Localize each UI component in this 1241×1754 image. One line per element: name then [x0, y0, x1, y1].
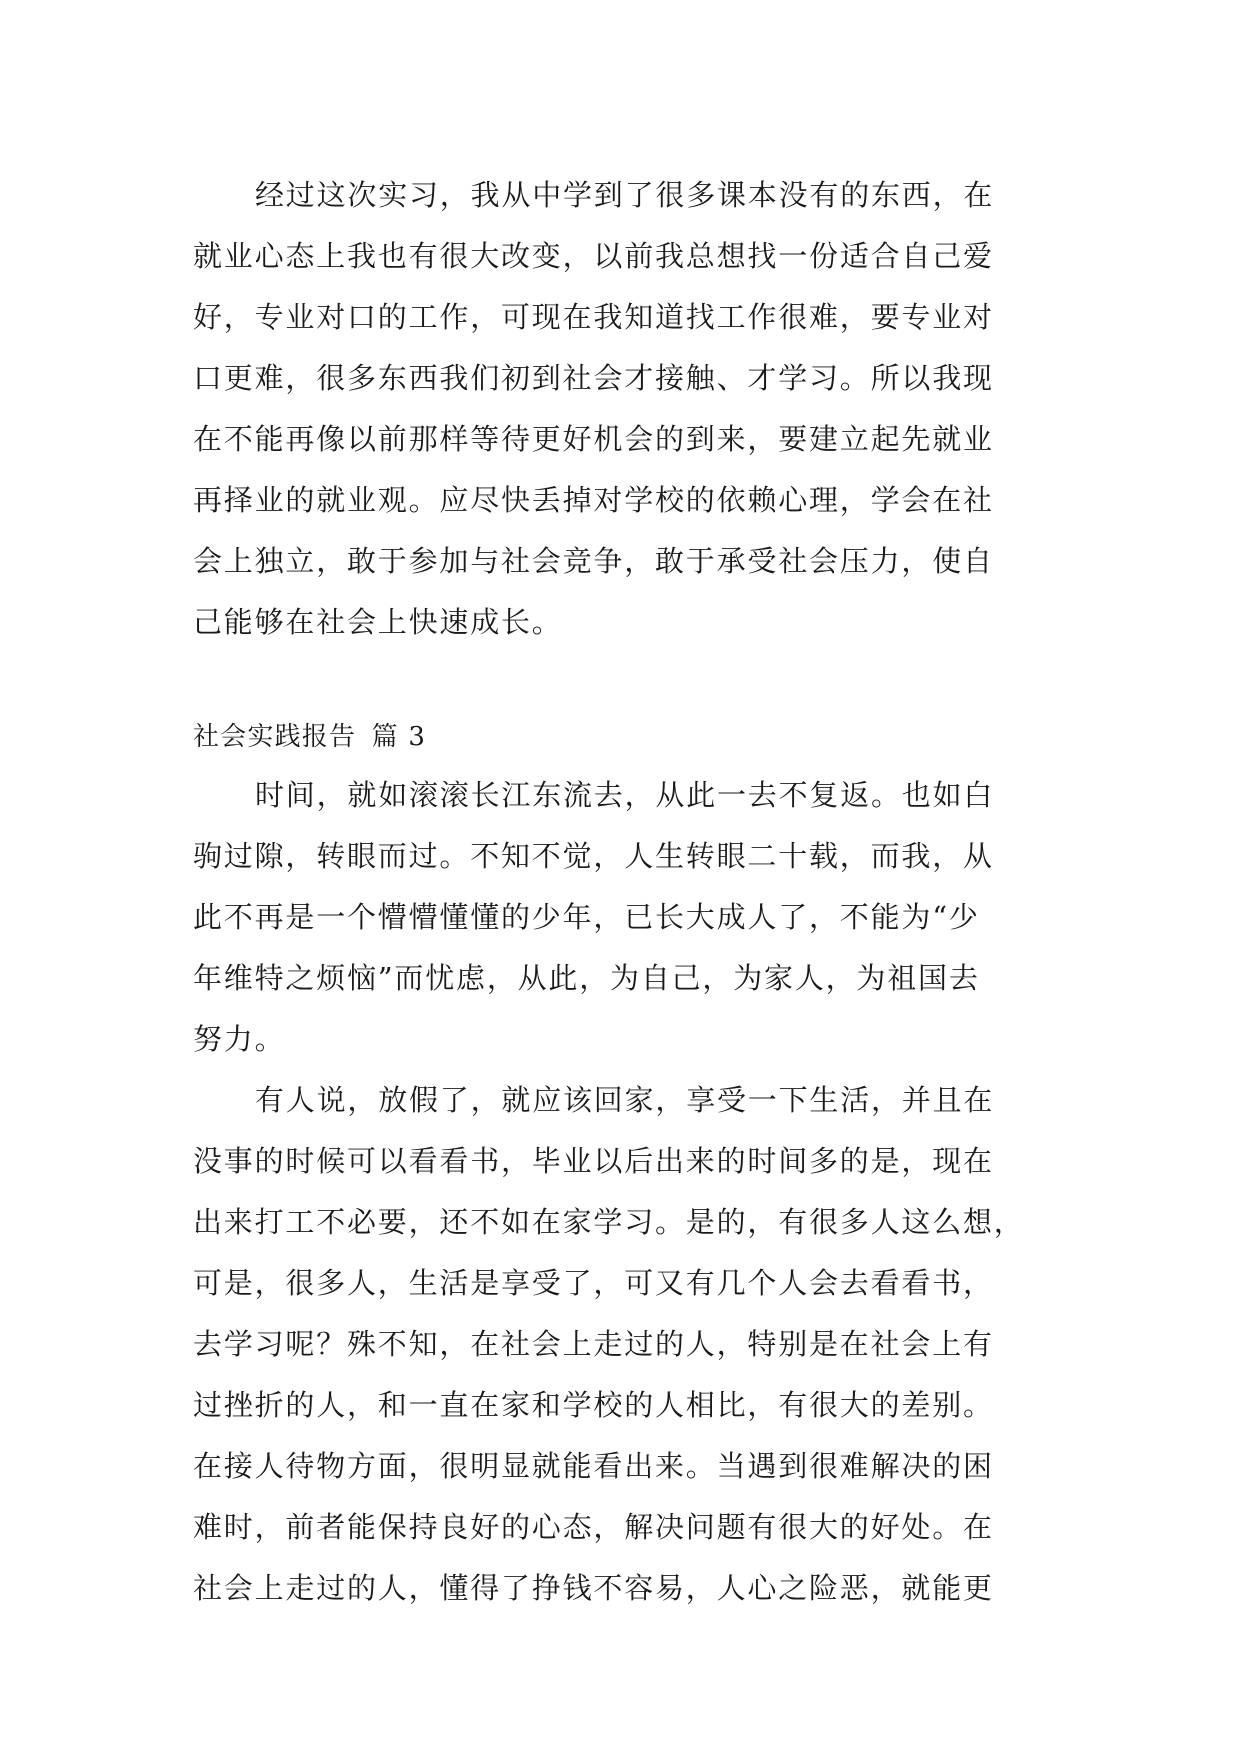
paragraph-line: 在不能再像以前那样等待更好机会的到来，要建立起先就业: [193, 422, 994, 456]
paragraph-line: 出来打工不必要，还不如在家学习。是的，有很多人这么想，: [193, 1205, 1025, 1239]
paragraph-line: 难时，前者能保持良好的心态，解决问题有很大的好处。在: [193, 1510, 994, 1544]
paragraph-line: 驹过隙，转眼而过。不知不觉，人生转眼二十载，而我，从: [193, 839, 994, 873]
paragraph-line: 去学习呢？殊不知，在社会上走过的人，特别是在社会上有: [193, 1327, 994, 1361]
paragraph-line: 努力。: [193, 1022, 286, 1056]
paragraph-line: 社会上走过的人，懂得了挣钱不容易，人心之险恶，就能更: [193, 1571, 994, 1605]
document-body: [193, 165, 1059, 1619]
section-title: 社会实践报告: [193, 722, 357, 752]
section-heading: [193, 709, 1059, 765]
paragraph-line: 过挫折的人，和一直在家和学校的人相比，有很大的差别。: [193, 1388, 994, 1422]
paragraph-line: 好，专业对口的工作，可现在我知道找工作很难，要专业对: [193, 300, 994, 334]
paragraph-3: [193, 1070, 1059, 1619]
paragraph-1: [193, 165, 1059, 653]
paragraph-line: 再择业的就业观。应尽快丢掉对学校的依赖心理，学会在社: [193, 483, 994, 517]
section-gap: [193, 653, 1059, 709]
paragraph-2: [193, 765, 1059, 1070]
paragraph-line: 没事的时候可以看看书，毕业以后出来的时间多的是，现在: [193, 1144, 994, 1178]
paragraph-line: 年维特之烦恼”而忧虑，从此，为自己，为家人，为祖国去: [193, 961, 980, 995]
paragraph-line: 此不再是一个懵懵懂懂的少年，已长大成人了，不能为“少: [193, 900, 980, 934]
paragraph-line: 经过这次实习，我从中学到了很多课本没有的东西，在: [255, 178, 995, 212]
paragraph-line: 有人说，放假了，就应该回家，享受一下生活，并且在: [255, 1083, 995, 1117]
paragraph-line: 口更难，很多东西我们初到社会才接触、才学习。所以我现: [193, 361, 994, 395]
paragraph-line: 时间，就如滚滚长江东流去，从此一去不复返。也如白: [255, 778, 995, 812]
paragraph-line: 己能够在社会上快速成长。: [193, 605, 563, 639]
section-part-number: 篇 3: [371, 722, 427, 752]
paragraph-line: 会上独立，敢于参加与社会竞争，敢于承受社会压力，使自: [193, 544, 994, 578]
paragraph-line: 在接人待物方面，很明显就能看出来。当遇到很难解决的困: [193, 1449, 994, 1483]
paragraph-line: 可是，很多人，生活是享受了，可又有几个人会去看看书，: [193, 1266, 994, 1300]
paragraph-line: 就业心态上我也有很大改变，以前我总想找一份适合自己爱: [193, 239, 994, 273]
